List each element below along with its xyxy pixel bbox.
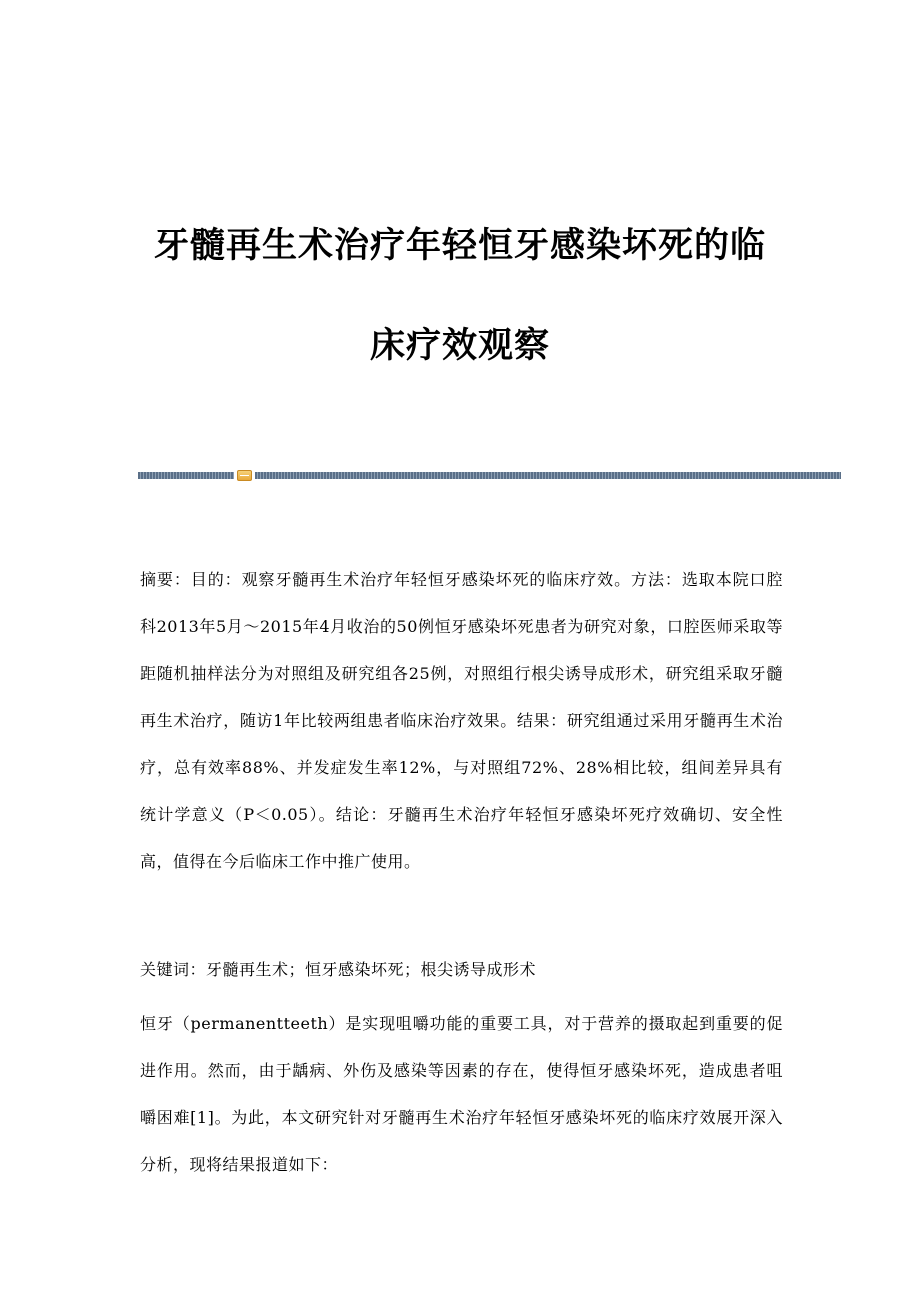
divider-bar-left	[138, 472, 234, 479]
keywords-paragraph: 关键词：牙髓再生术；恒牙感染坏死；根尖诱导成形术	[140, 960, 537, 979]
abstract-paragraph: 摘要：目的：观察牙髓再生术治疗年轻恒牙感染坏死的临床疗效。方法：选取本院口腔科2013年5月～2015年4月收治的50例恒牙感染坏死患者为研究对象，口腔医师采取等距随机抽样法分为对照组及研究组各25例，对照组行根尖诱导成形术，研究组采取牙髓再生术治疗，随访1年比较两组患者临床治疗效果。结果：研究组通过采用牙髓再生术治疗，总有效率88%、并发症发生率12%，与对照组72%、28%相比较，组间差异具有统计学意义（P＜0.05）。结论：牙髓再生术治疗年轻恒牙感染坏死疗效确切、安全性高，值得在今后临床工作中推广使用。	[140, 570, 783, 871]
title-line-2: 床疗效观察	[369, 326, 550, 366]
divider-bar-right	[255, 472, 841, 479]
section-divider	[138, 470, 841, 481]
title-line-1: 牙髓再生术治疗年轻恒牙感染坏死的临	[153, 226, 766, 266]
intro-paragraph: 恒牙（permanentteeth）是实现咀嚼功能的重要工具，对于营养的摄取起到重要的促进作用。然而，由于龋病、外伤及感染等因素的存在，使得恒牙感染坏死，造成患者咀嚼困难[1]。为此，本文研究针对牙髓再生术治疗年轻恒牙感染坏死的临床疗效展开深入分析，现将结果报道如下：	[140, 1014, 783, 1174]
divider-ornament-icon	[237, 470, 252, 481]
